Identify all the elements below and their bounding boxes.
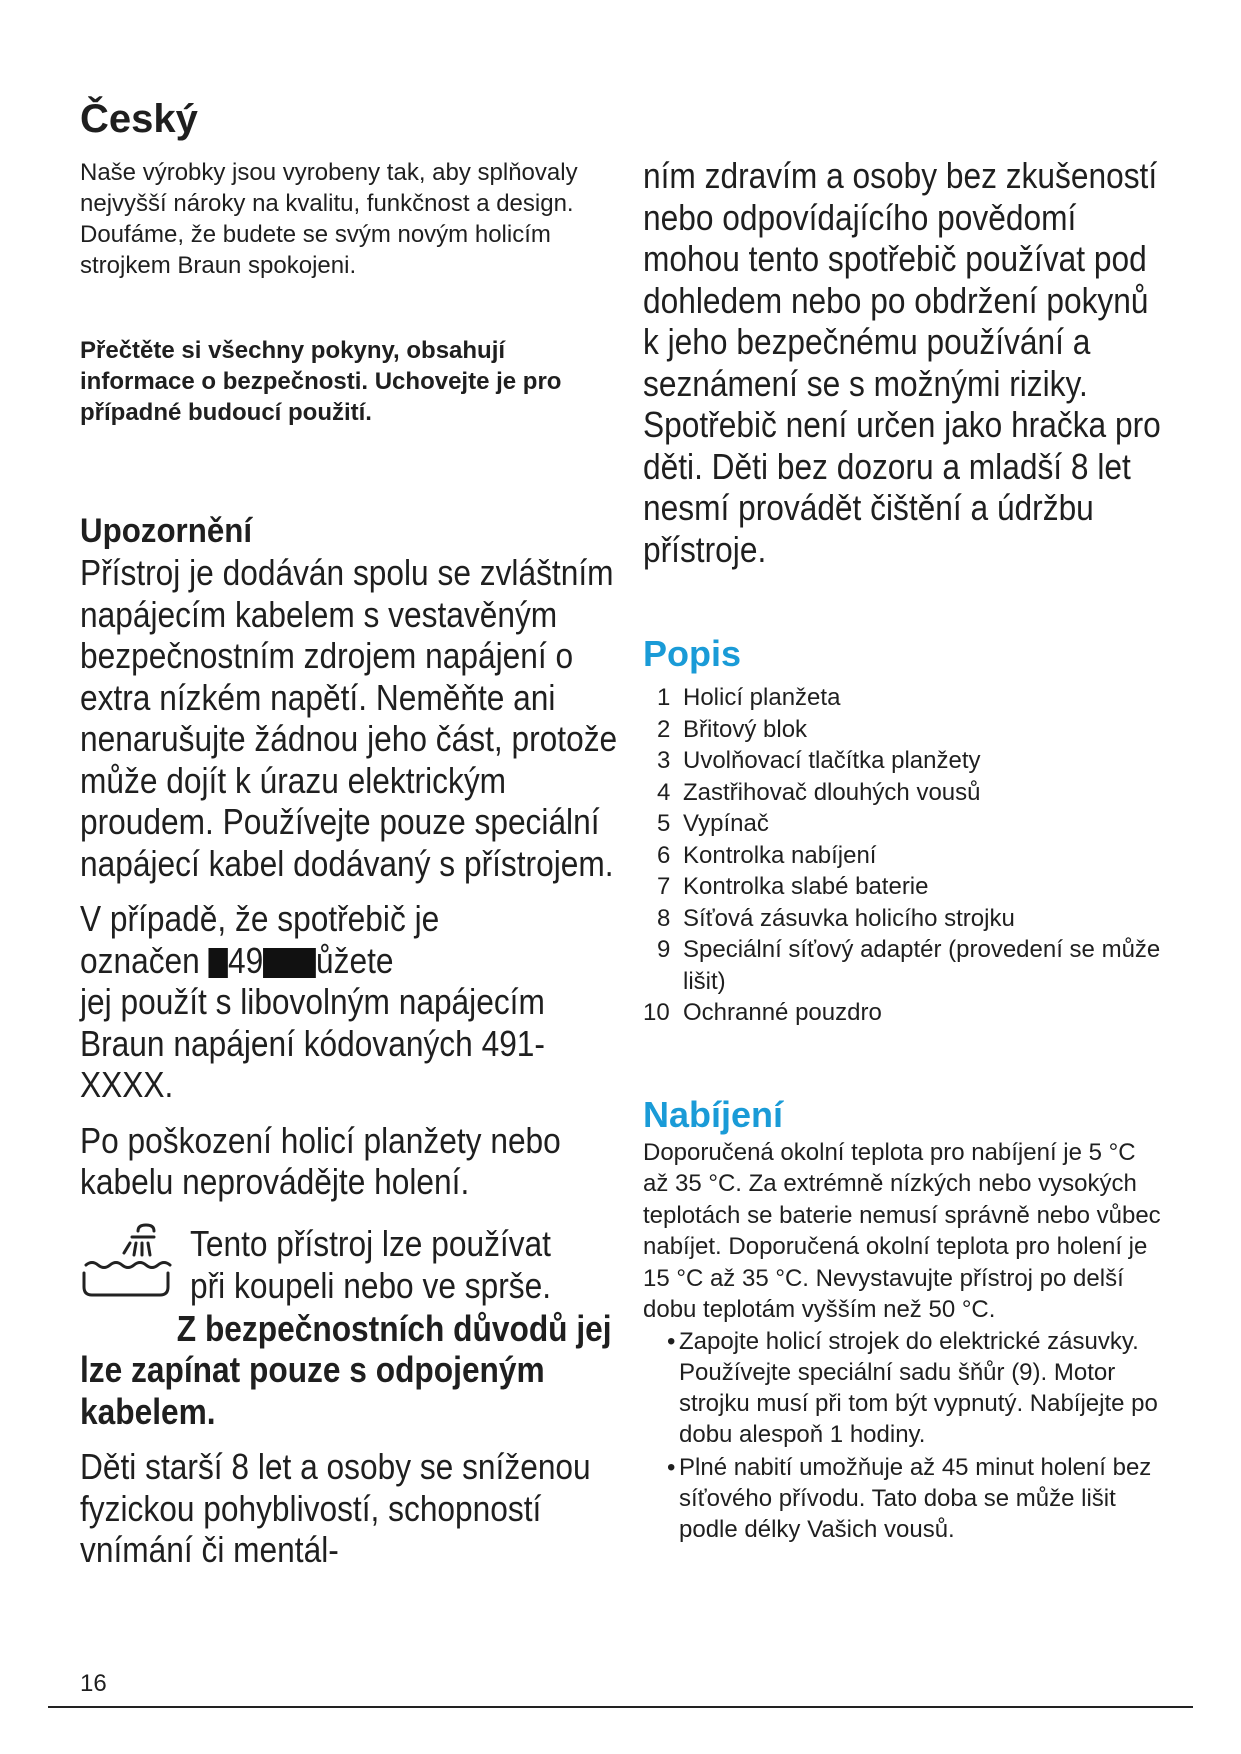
bath-line-1: Tento přístroj lze používat — [190, 1222, 551, 1264]
children-paragraph-continued: ním zdravím a osoby bez zkušeností nebo odpovídajícího povědomí mohou tento spotřebič používat pod dohledem nebo po obdržení pokynů k jeho bezpečnému používání a seznámení se s možnými riziky. Spotřebič není určen jako hračka pro děti. Děti bez dozoru a mladší 8 let nesmí provádět čištění a údržbu přístroje. — [643, 155, 1161, 570]
warning-paragraph-2 — [80, 898, 620, 1106]
right-column — [643, 155, 1163, 1547]
warning-p2-start: V případě, že spotřebič je — [80, 898, 440, 939]
warning-p2-code: 49 — [227, 939, 264, 981]
warning-paragraph-1: Přístroj je dodáván spolu se zvláštním napájecím kabelem s vestavěným bezpečnostním zdrojem napájení o extra nízkém napětí. Neměňte ani nenarušujte žádnou jeho část, protože může dojít k úrazu elektrickým proudem. Používejte pouze speciální napájecí kabel dodávaný s přístrojem. — [80, 552, 618, 884]
redaction-mark — [209, 948, 228, 978]
popis-heading: Popis — [643, 633, 742, 674]
warning-heading: Upozornění — [80, 512, 253, 550]
list-item: 5 Vypínač — [657, 810, 769, 837]
read-instructions-notice: Přečtěte si všechny pokyny, obsahují informace o bezpečnosti. Uchovejte je pro případné budoucí použití. — [80, 337, 562, 426]
parts-list — [643, 682, 1163, 1029]
list-item: 3 Uvolňovací tlačítka planžety — [657, 747, 981, 774]
list-item: 9 Speciální síťový adaptér (provedení se může lišit) — [657, 936, 1161, 995]
list-item: 7 Kontrolka slabé baterie — [657, 873, 929, 900]
charging-paragraph: Doporučená okolní teplota pro nabíjení je 5 °C až 35 °C. Za extrémně nízkých nebo vysokých teplotách se baterie nemusí správně nebo vůbec nabíjet. Doporučená okolní teplota pro holení je 15 °C až 35 °C. Nevystavujte přístroj po delší dobu teplotám vyšším než 50 °C. — [643, 1138, 1161, 1323]
list-item: 4 Zastřihovač dlouhých vousů — [657, 778, 981, 806]
children-paragraph: Děti starší 8 let a osoby se sníženou fyzickou pohyblivostí, schopností vnímání či mentál- — [80, 1446, 591, 1570]
charging-bullets — [643, 1326, 1163, 1545]
safety-bold-notice: Z bezpečnostních důvodů jej lze zapínat pouze s odpojeným kabelem. — [80, 1307, 612, 1432]
bath-line-2: při koupeli nebo ve sprše. — [190, 1264, 552, 1306]
list-item: 10 Ochranné pouzdro — [643, 999, 882, 1026]
list-item: 6 Kontrolka nabíjení — [657, 841, 877, 869]
footer-rule — [48, 1706, 1193, 1708]
left-column — [80, 95, 620, 1571]
list-item: 8 Síťová zásuvka holicího strojku — [657, 904, 1015, 932]
warning-p2-muzete: ůžete — [315, 939, 394, 981]
bath-use-row — [80, 1223, 620, 1308]
charging-heading: Nabíjení — [643, 1093, 784, 1135]
warning-p2-rest: jej použít s libovolným napájecím Braun napájení kódovaných 491-XXXX. — [80, 981, 545, 1105]
language-title: Český — [80, 97, 198, 141]
list-item: 1 Holicí planžeta — [657, 684, 841, 711]
bathtub-shower-icon — [80, 1223, 172, 1303]
list-item: • Plné nabití umožňuje až 45 minut holení bez síťového přívodu. Tato doba se může lišit podle délky Vašich vousů. — [643, 1452, 1163, 1545]
list-item: • Zapojte holicí strojek do elektrické zásuvky. Používejte speciální sadu šňůr (9). Motor strojku musí při tom být vypnutý. Nabíjejte po dobu alespoň 1 hodiny. — [643, 1326, 1163, 1450]
warning-paragraph-3: Po poškození holicí planžety nebo kabelu neprovádějte holení. — [80, 1119, 561, 1202]
intro-paragraph: Naše výrobky jsou vyrobeny tak, aby splňovaly nejvyšší nároky na kvalitu, funkčnost a design. Doufáme, že budete se svým novým holicím strojkem Braun spokojeni. — [80, 159, 578, 279]
page-number: 16 — [80, 1670, 107, 1697]
redaction-mark — [263, 948, 316, 978]
warning-p2-marked: označen — [80, 939, 200, 981]
list-item: 2 Břitový blok — [657, 715, 808, 743]
